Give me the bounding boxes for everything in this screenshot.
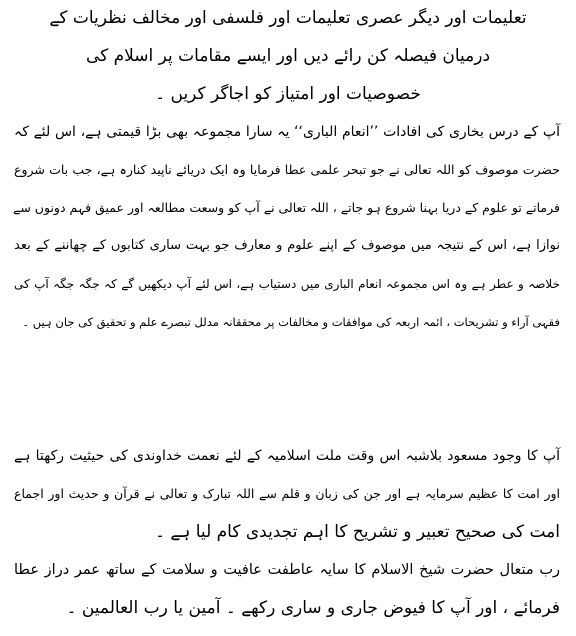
text-line: فرمائے ، اور آپ کا فیوض جاری و ساری رکھے ۔ آمین یا رب العالمین ۔: [66, 598, 560, 618]
text-line: فرماتے تو علوم کے دریا بہنا شروع ہو جاتے ، اللہ تعالی نے آپ کو وسعت مطالعہ اور عمیق فہم دونوں سے: [13, 200, 560, 215]
text-line: خلاصہ و عطر ہے وہ اس مجموعہ انعام الباری میں دستیاب ہے، اس لئے آپ دیکھیں گے کہ جگہ جگہ آپ کی: [14, 277, 560, 291]
text-line: امت کی صحیح تعبیر و تشریح کا اہم تجدیدی کام لیا ہے ۔: [155, 522, 560, 542]
text-line: آپ کے درس بخاری کی افادات ’’انعام الباری‘‘ یہ سارا مجموعہ بھی بڑا قیمتی ہے، اس لئے کہ: [14, 124, 560, 140]
text-line: نوازا ہے، اس کے نتیجہ میں موصوف کے اپنے علوم و معارف جو بہت ساری کتابوں کے چھاننے کے بعد: [14, 238, 560, 253]
text-line: حضرت موصوف کو اللہ تعالی نے جو تبحر علمی عطا فرمایا وہ ایک دریائے ناپید کنارہ ہے، جب بات شروع: [14, 162, 560, 177]
text-line: درمیان فیصلہ کن رائے دیں اور ایسے مقامات پر اسلام کی: [85, 46, 491, 66]
text-line: فقہی آراء و تشریحات ، ائمہ اربعہ کی موافقات و مخالفات پر محققانہ مدلل تبصرے علم و تحقیق کی جان ہیں ۔: [22, 315, 560, 329]
text-line: رب متعال حضرت شیخ الاسلام کا سایہ عاطفت عافیت و سلامت کے ساتھ عمر دراز عطا: [14, 562, 560, 578]
text-line: اور امت کا عظیم سرمایہ ہے اور جن کی زبان و قلم سے اللہ تبارک و تعالی نے قرآن و حدیث اور اجماع: [14, 486, 560, 501]
text-line: خصوصیات اور امتیاز کو اجاگر کریں ۔: [155, 84, 421, 104]
text-line: تعلیمات اور دیگر عصری تعلیمات اور فلسفی اور مخالف نظریات کے: [49, 8, 527, 28]
text-line: آپ کا وجود مسعود بلاشبہ اس وقت ملت اسلامیہ کے لئے نعمت خداوندی کی حیثیت رکھتا ہے: [14, 448, 560, 464]
